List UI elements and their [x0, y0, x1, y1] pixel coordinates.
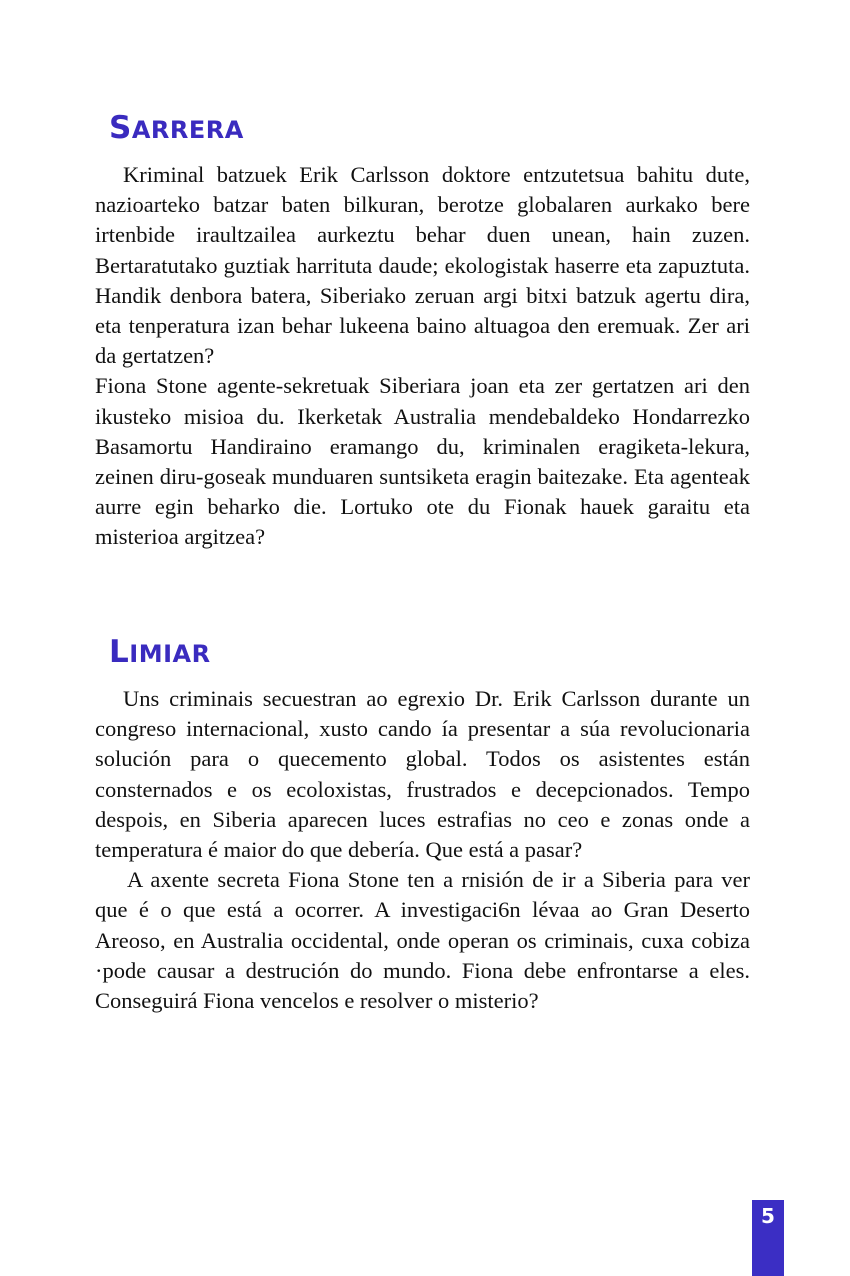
- page-number: 5: [752, 1200, 784, 1276]
- section-heading-sarrera: [109, 110, 750, 148]
- section-heading-limiar: [109, 634, 750, 672]
- paragraph-sarrera-1: Kriminal batzuek Erik Carlsson doktore entzutetsua bahitu dute, nazioarteko batzar baten bilkuran, berotze globalaren aurkako bere irtenbide iraultzailea aurkeztu behar duen unean, hain zuzen. Bertaratutako guztiak harrituta daude; ekologistak haserre eta zapuztuta. Handik denbora batera, Siberiako zeruan argi bitxi batzuk agertu dira, eta tenperatura izan behar lukeena baino altuagoa den eremuak. Zer ari da gertatzen?: [95, 162, 750, 369]
- section-limiar: [95, 634, 750, 1016]
- heading-initial: S: [109, 110, 132, 146]
- heading-rest: IMIAR: [129, 640, 211, 668]
- section-sarrera: [95, 110, 750, 553]
- heading-initial: L: [109, 634, 130, 670]
- heading-rest: ARRERA: [131, 116, 244, 144]
- paragraph-limiar-2: A axente secreta Fiona Stone ten a rnisión de ir a Siberia para ver que é o que está a ocorrer. A investigaci6n lévaa ao Gran Deserto Areoso, en Australia occidental, onde operan os criminais, cuxa cobiza ·pode causar a destrución do mundo. Fiona debe enfrontarse a eles. Conseguirá Fiona vencelos e resolver o misterio?: [95, 867, 750, 1014]
- paragraph-limiar-1: Uns criminais secuestran ao egrexio Dr. Erik Carlsson durante un congreso internacional, xusto cando ía presentar a súa revolucionaria solución para o quecemento global. Todos os asistentes están consternados e os ecoloxistas, frustrados e decepcionados. Tempo despois, en Siberia aparecen luces estrafias no ceo e zonas onde a temperatura é maior do que debería. Que está a pasar?: [95, 686, 750, 863]
- paragraph-sarrera-2: Fiona Stone agente-sekretuak Siberiara joan eta zer gertatzen ari den ikusteko misioa du. Ikerketak Australia mendebaldeko Hondarrezko Basamortu Handiraino eramango du, kriminalen eragiketa-lekura, zeinen diru-goseak munduaren suntsiketa eragin baitezake. Eta agenteak aurre egin beharko die. Lortuko ote du Fionak hauek garaitu eta misterioa argitzea?: [95, 373, 750, 550]
